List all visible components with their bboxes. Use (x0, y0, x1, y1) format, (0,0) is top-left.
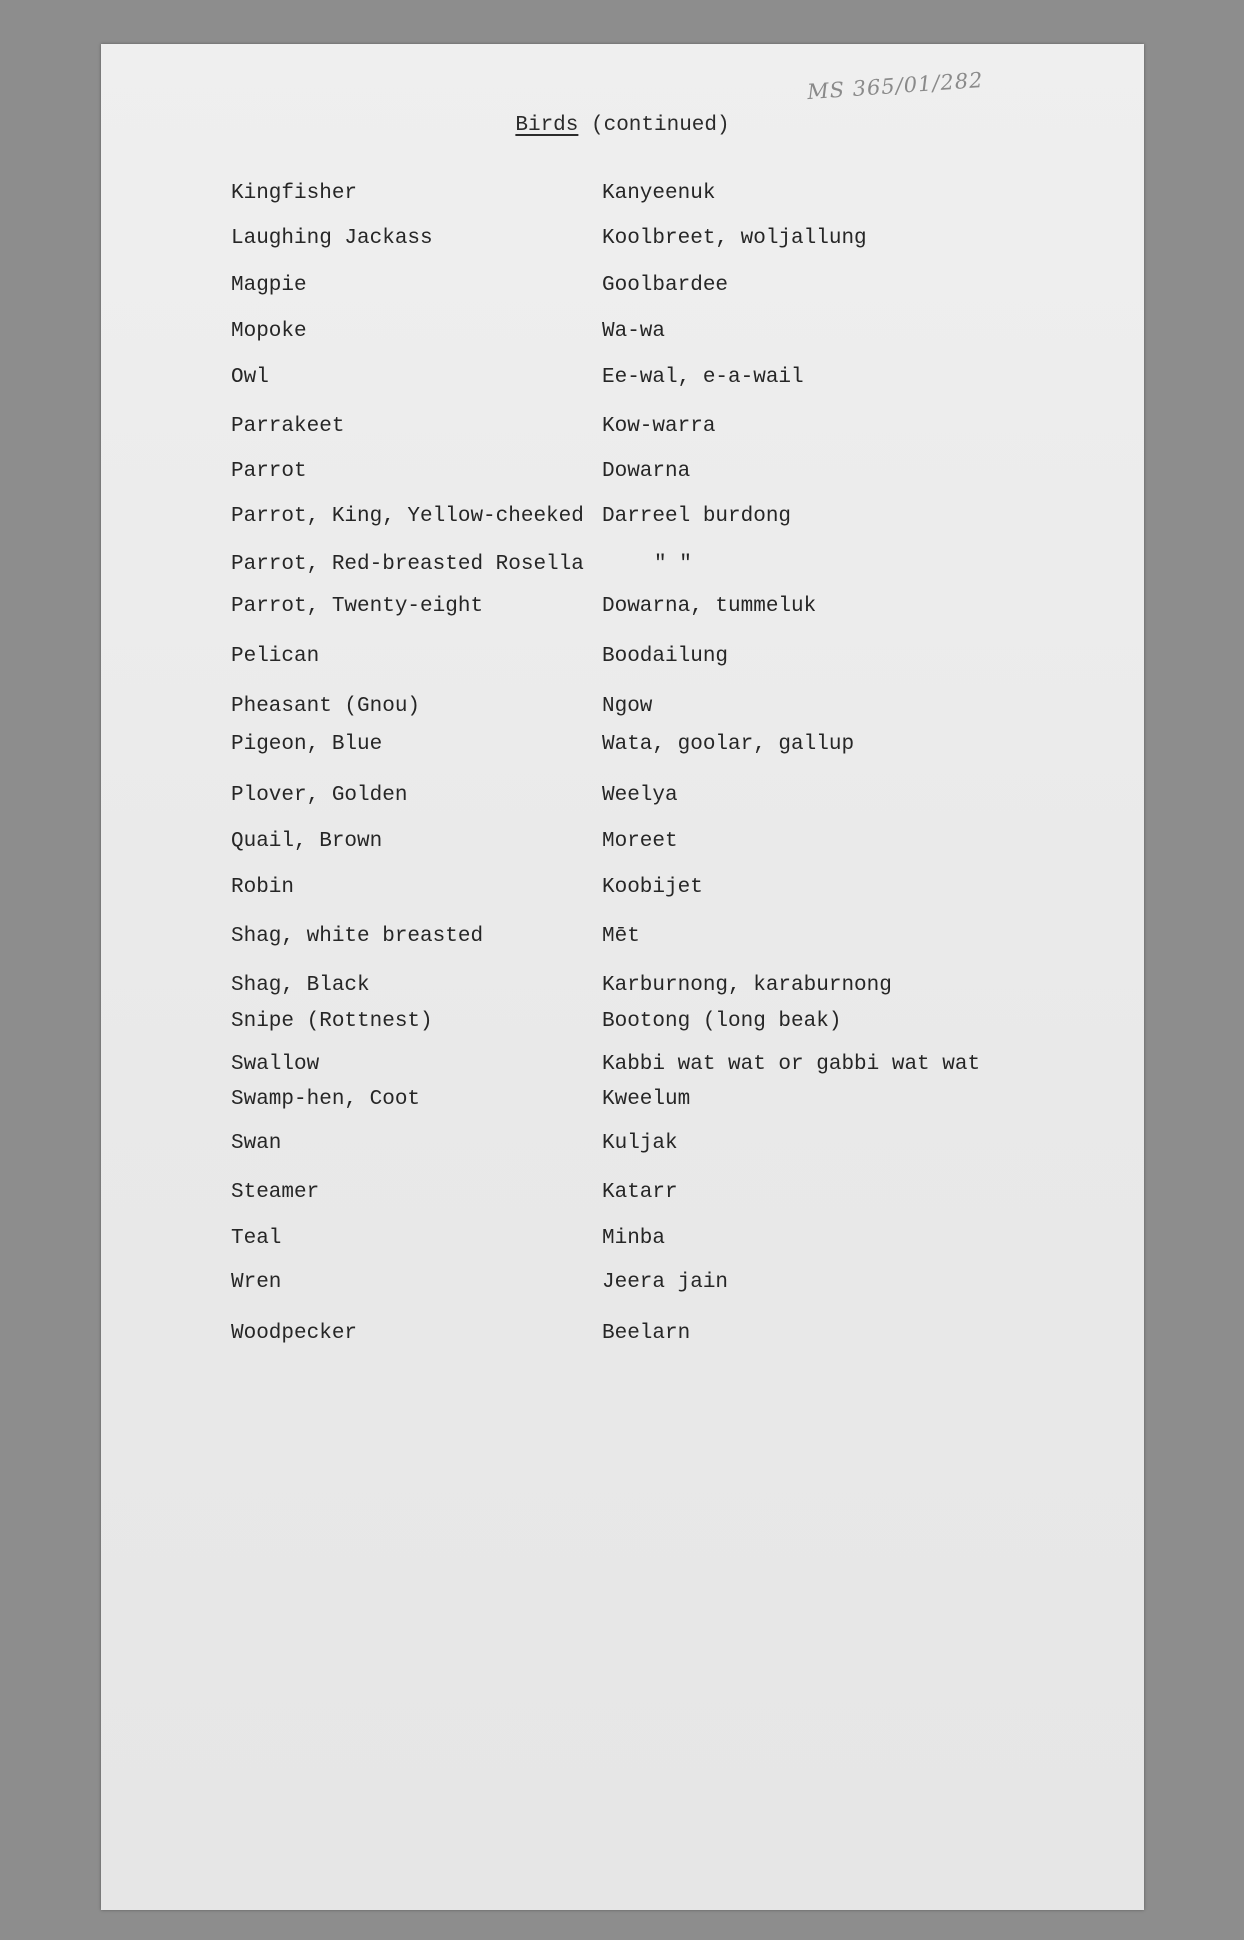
aboriginal-name: " " (654, 553, 692, 576)
english-name: Parrot (231, 460, 307, 483)
aboriginal-name: Dowarna (602, 460, 691, 483)
list-item (101, 1227, 1144, 1257)
aboriginal-name: Ngow (602, 695, 653, 718)
aboriginal-name: Dowarna, tummeluk (602, 595, 817, 618)
list-item (101, 1322, 1144, 1352)
aboriginal-name: Mēt (602, 925, 640, 948)
aboriginal-name: Kow-warra (602, 415, 716, 438)
list-item (101, 974, 1144, 1004)
list-item (101, 320, 1144, 350)
english-name: Parrot, Red-breasted Rosella (231, 553, 584, 576)
list-item (101, 460, 1144, 490)
aboriginal-name: Kabbi wat wat or gabbi wat wat (602, 1053, 981, 1076)
list-item (101, 1088, 1144, 1118)
aboriginal-name: Weelya (602, 784, 678, 807)
list-item (101, 1132, 1144, 1162)
english-name: Kingfisher (231, 182, 358, 205)
list-item (101, 695, 1144, 725)
english-name: Robin (231, 876, 295, 899)
list-item (101, 553, 1144, 583)
english-name: Pheasant (Gnou) (231, 695, 421, 718)
list-item (101, 227, 1144, 257)
list-item (101, 830, 1144, 860)
list-item (101, 645, 1144, 675)
document-page (101, 44, 1144, 1910)
aboriginal-name: Koobijet (602, 876, 703, 899)
english-name: Magpie (231, 274, 307, 297)
list-item (101, 1271, 1144, 1301)
list-item (101, 925, 1144, 955)
aboriginal-name: Kanyeenuk (602, 182, 716, 205)
list-item (101, 876, 1144, 906)
english-name: Snipe (Rottnest) (231, 1010, 433, 1033)
archive-reference: MS 365/01/282 (806, 67, 985, 105)
english-name: Pelican (231, 645, 320, 668)
english-name: Teal (231, 1227, 282, 1250)
aboriginal-name: Darreel burdong (602, 505, 792, 528)
aboriginal-name: Karburnong, karaburnong (602, 974, 892, 997)
aboriginal-name: Goolbardee (602, 274, 729, 297)
aboriginal-name: Kweelum (602, 1088, 691, 1111)
english-name: Swallow (231, 1053, 320, 1076)
aboriginal-name: Moreet (602, 830, 678, 853)
aboriginal-name: Wata, goolar, gallup (602, 733, 855, 756)
english-name: Quail, Brown (231, 830, 383, 853)
aboriginal-name: Beelarn (602, 1322, 691, 1345)
list-item (101, 784, 1144, 814)
list-item (101, 274, 1144, 304)
aboriginal-name: Koolbreet, woljallung (602, 227, 867, 250)
title-suffix: (continued) (578, 114, 730, 137)
english-name: Wren (231, 1271, 282, 1294)
english-name: Parrot, Twenty-eight (231, 595, 484, 618)
list-item (101, 366, 1144, 396)
english-name: Mopoke (231, 320, 307, 343)
english-name: Owl (231, 366, 269, 389)
page-title (101, 114, 1144, 137)
aboriginal-name: Ee-wal, e-a-wail (602, 366, 804, 389)
list-item (101, 1181, 1144, 1211)
aboriginal-name: Jeera jain (602, 1271, 729, 1294)
list-item (101, 595, 1144, 625)
aboriginal-name: Wa-wa (602, 320, 666, 343)
list-item (101, 182, 1144, 212)
aboriginal-name: Boodailung (602, 645, 729, 668)
aboriginal-name: Kuljak (602, 1132, 678, 1155)
aboriginal-name: Minba (602, 1227, 666, 1250)
aboriginal-name: Katarr (602, 1181, 678, 1204)
english-name: Shag, Black (231, 974, 370, 997)
title-heading: Birds (515, 114, 579, 137)
list-item (101, 733, 1144, 763)
english-name: Swan (231, 1132, 282, 1155)
list-item (101, 1010, 1144, 1040)
list-item (101, 505, 1144, 535)
english-name: Shag, white breasted (231, 925, 484, 948)
english-name: Steamer (231, 1181, 320, 1204)
list-item (101, 415, 1144, 445)
aboriginal-name: Bootong (long beak) (602, 1010, 842, 1033)
english-name: Parrakeet (231, 415, 345, 438)
english-name: Parrot, King, Yellow-cheeked (231, 505, 584, 528)
english-name: Pigeon, Blue (231, 733, 383, 756)
list-item (101, 1053, 1144, 1083)
english-name: Plover, Golden (231, 784, 408, 807)
english-name: Laughing Jackass (231, 227, 433, 250)
english-name: Swamp-hen, Coot (231, 1088, 421, 1111)
english-name: Woodpecker (231, 1322, 358, 1345)
